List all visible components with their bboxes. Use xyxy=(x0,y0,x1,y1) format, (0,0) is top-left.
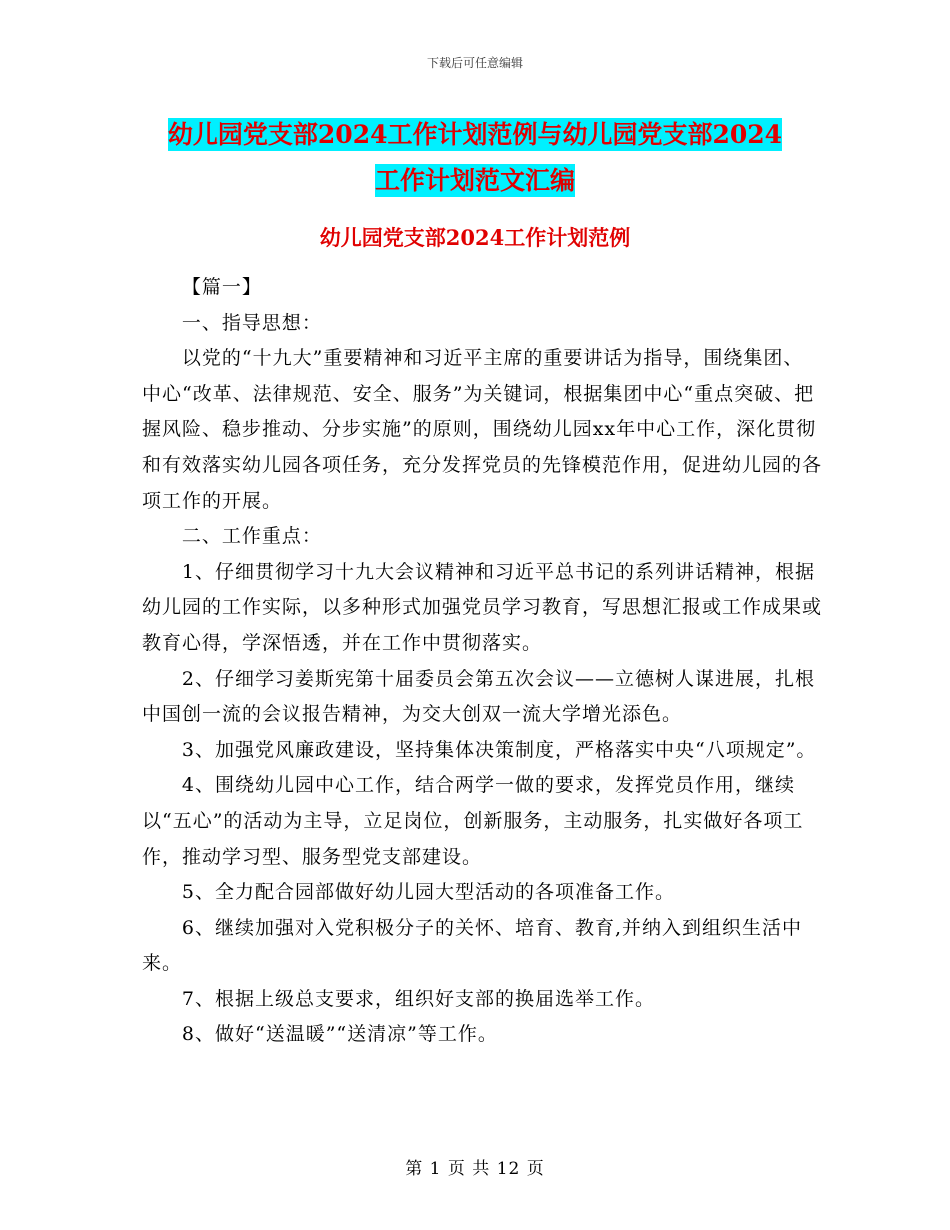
list-item: 3、加强党风廉政建设，坚持集体决策制度，严格落实中央“八项规定”。 xyxy=(181,738,817,761)
page-header: 下载后可任意编辑 xyxy=(426,56,523,70)
heading-work-focus: 二、工作重点： xyxy=(181,525,322,548)
chapter-label: 【篇一】 xyxy=(181,276,262,298)
heading-guiding-thought: 一、指导思想： xyxy=(181,311,322,334)
list-item: 2、仔细学习姜斯宪第十届委员会第五次会议——立德树人谋进展，扎根中国创一流的会议报告精神，为交大创双一流大学增光添色。 xyxy=(142,667,815,726)
list-item: 5、全力配合园部做好幼儿园大型活动的各项准备工作。 xyxy=(181,881,675,904)
document-title xyxy=(0,112,950,204)
title-line-1: 幼儿园党支部2024工作计划范例与幼儿园党支部2024 xyxy=(167,120,783,149)
paragraph: 以党的“十九大”重要精神和习近平主席的重要讲话为指导，围绕集团、中心“改革、法律规范、安全、服务”为关键词，根据集团中心“重点突破、把握风险、稳步推动、分步实施”的原则，围绕幼儿园xx年中心工作，深化贯彻和有效落实幼儿园各项任务，充分发挥党员的先锋模范作用，促进幼儿园的各项工作的开展。 xyxy=(142,347,823,512)
document-body xyxy=(142,270,822,1053)
page-footer: 第 1 页 共 12 页 xyxy=(405,1159,545,1179)
title-line-2: 工作计划范文汇编 xyxy=(374,166,575,195)
list-item: 6、继续加强对入党积极分子的关怀、培育、教育,并纳入到组织生活中来。 xyxy=(142,916,803,975)
list-item: 4、围绕幼儿园中心工作，结合两学一做的要求，发挥党员作用，继续以“五心”的活动为主导，立足岗位，创新服务，主动服务，扎实做好各项工作，推动学习型、服务型党支部建设。 xyxy=(142,774,804,868)
section-title: 幼儿园党支部2024工作计划范例 xyxy=(319,225,631,250)
list-item: 7、根据上级总支要求，组织好支部的换届选举工作。 xyxy=(181,987,655,1010)
list-item: 1、仔细贯彻学习十九大会议精神和习近平总书记的系列讲话精神，根据幼儿园的工作实际，以多种形式加强党员学习教育，写思想汇报或工作成果或教育心得，学深悟透，并在工作中贯彻落实。 xyxy=(142,560,823,654)
list-item: 8、做好“送温暖”“送清凉”等工作。 xyxy=(181,1023,498,1046)
